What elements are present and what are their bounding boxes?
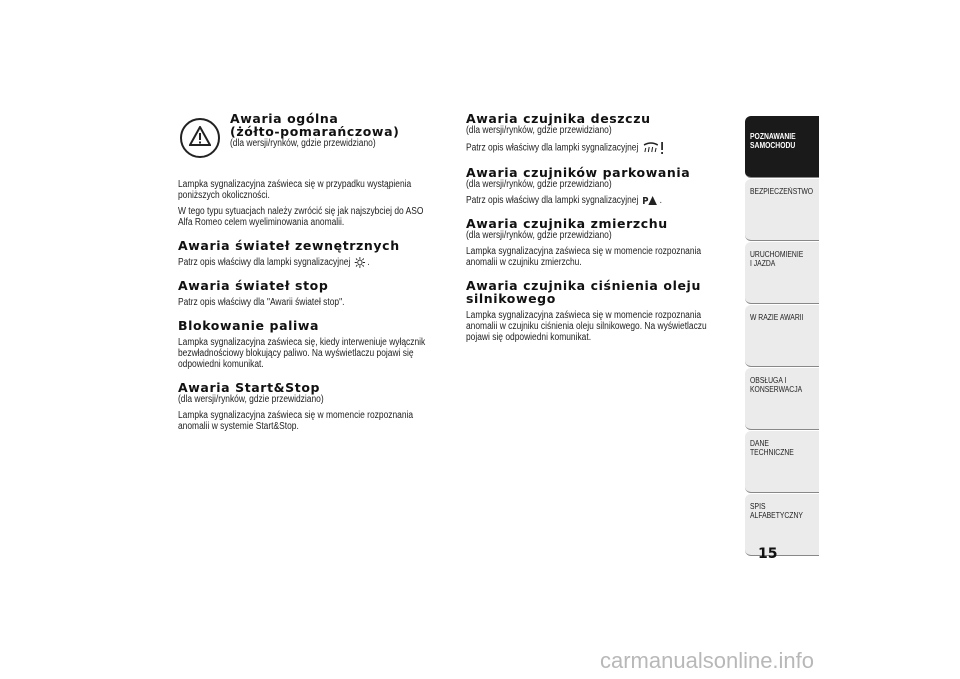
parking-sensor-icon	[642, 195, 657, 206]
oil-pressure-title: Awaria czujnika ciśnienia oleju	[466, 278, 701, 294]
general-failure-subtitle: (dla wersji/rynków, gdzie przewidziano)	[230, 138, 376, 149]
tab-label: URUCHOMIENIE I JAZDA	[750, 250, 804, 268]
tab-bezpieczenstwo[interactable]	[745, 179, 819, 241]
general-failure-title-color: (żółto-pomarańczowa)	[230, 124, 400, 139]
tab-label: POZNAWANIE SAMOCHODU	[750, 132, 796, 150]
oil-pressure-text: Lampka sygnalizacyjna zaświeca się w momencie rozpoznania anomalii w czujniku ciśnienia oleju silnikowego. Na wyświetlaczu pojawi się odpowiedni komunikat.	[466, 310, 707, 344]
general-failure-section	[178, 112, 440, 174]
tab-uruchomienie-i-jazda[interactable]	[745, 242, 819, 304]
parking-sensors-section	[466, 166, 728, 206]
parking-sensors-text-end: .	[659, 195, 662, 207]
general-failure-para-2: W tego typu sytuacjach należy zwrócić się jak najszybciej do ASO Alfa Romeo celem wyeliminowania anomalii.	[178, 206, 424, 228]
general-failure-title: Awaria ogólna	[230, 111, 339, 126]
exterior-lights-section	[178, 239, 440, 268]
tab-label: OBSŁUGA I KONSERWACJA	[750, 376, 803, 394]
dusk-sensor-subtitle: (dla wersji/rynków, gdzie przewidziano)	[466, 230, 612, 242]
right-column	[466, 112, 728, 343]
general-failure-para-1: Lampka sygnalizacyjna zaświeca się w przypadku wystąpienia poniższych okoliczności.	[178, 179, 412, 201]
start-stop-section	[178, 381, 440, 432]
tab-w-razie-awarii[interactable]	[745, 305, 819, 367]
fuel-block-section	[178, 319, 440, 370]
start-stop-text: Lampka sygnalizacyjna zaświeca się w momencie rozpoznania anomalii w systemie Start&Stop.	[178, 410, 414, 433]
parking-sensors-title: Awaria czujników parkowania	[466, 165, 691, 180]
tab-dane-techniczne[interactable]	[745, 431, 819, 493]
watermark: carmanualsonline.info	[600, 648, 815, 673]
tab-obsluga-i-konserwacja[interactable]	[745, 368, 819, 430]
rain-sensor-subtitle: (dla wersji/rynków, gdzie przewidziano)	[466, 125, 612, 136]
svg-text:P: P	[642, 195, 649, 206]
rain-sensor-text: Patrz opis właściwy dla lampki sygnalizacyjnej	[466, 142, 639, 154]
rain-sensor-title: Awaria czujnika deszczu	[466, 111, 651, 126]
dusk-sensor-title: Awaria czujnika zmierzchu	[466, 216, 668, 232]
chapter-tabs	[745, 116, 819, 557]
exterior-lights-text-end: .	[367, 257, 370, 269]
bulb-rays-icon	[354, 257, 365, 268]
tab-label: SPIS ALFABETYCZNY	[750, 502, 803, 520]
exterior-lights-title: Awaria świateł zewnętrznych	[178, 238, 400, 253]
page-number: 15	[758, 546, 778, 562]
tab-spis-alfabetyczny[interactable]	[745, 494, 819, 556]
exterior-lights-text: Patrz opis właściwy dla lampki sygnalizacyjnej	[178, 257, 351, 269]
start-stop-subtitle: (dla wersji/rynków, gdzie przewidziano)	[178, 394, 324, 406]
left-column	[178, 112, 440, 432]
tab-poznawanie-samochodu[interactable]	[745, 116, 819, 178]
dusk-sensor-section	[466, 217, 728, 268]
parking-sensors-text: Patrz opis właściwy dla lampki sygnalizacyjnej	[466, 195, 639, 207]
tab-label: BEZPIECZEŃSTWO	[750, 187, 814, 196]
start-stop-title: Awaria Start&Stop	[178, 380, 321, 396]
rain-sensor-icon	[642, 141, 664, 155]
tab-label: W RAZIE AWARII	[750, 313, 804, 322]
rain-sensor-section	[466, 112, 728, 155]
oil-pressure-title-cont: silnikowego	[466, 291, 556, 307]
tab-label: DANE TECHNICZNE	[750, 439, 794, 457]
fuel-block-title: Blokowanie paliwa	[178, 318, 320, 334]
oil-pressure-section	[466, 279, 728, 343]
stop-lights-title: Awaria świateł stop	[178, 278, 329, 294]
warning-triangle-icon	[180, 118, 220, 158]
dusk-sensor-text: Lampka sygnalizacyjna zaświeca się w momencie rozpoznania anomalii w czujniku zmierzchu.	[466, 246, 702, 269]
stop-lights-text: Patrz opis właściwy dla "Awarii świateł stop".	[178, 297, 345, 309]
stop-lights-section	[178, 279, 440, 308]
fuel-block-text: Lampka sygnalizacyjna zaświeca się, kiedy interweniuje wyłącznik bezwładnościowy blokujący paliwo. Na wyświetlaczu pojawi się odpowiedni komunikat.	[178, 337, 426, 371]
parking-sensors-subtitle: (dla wersji/rynków, gdzie przewidziano)	[466, 179, 612, 190]
